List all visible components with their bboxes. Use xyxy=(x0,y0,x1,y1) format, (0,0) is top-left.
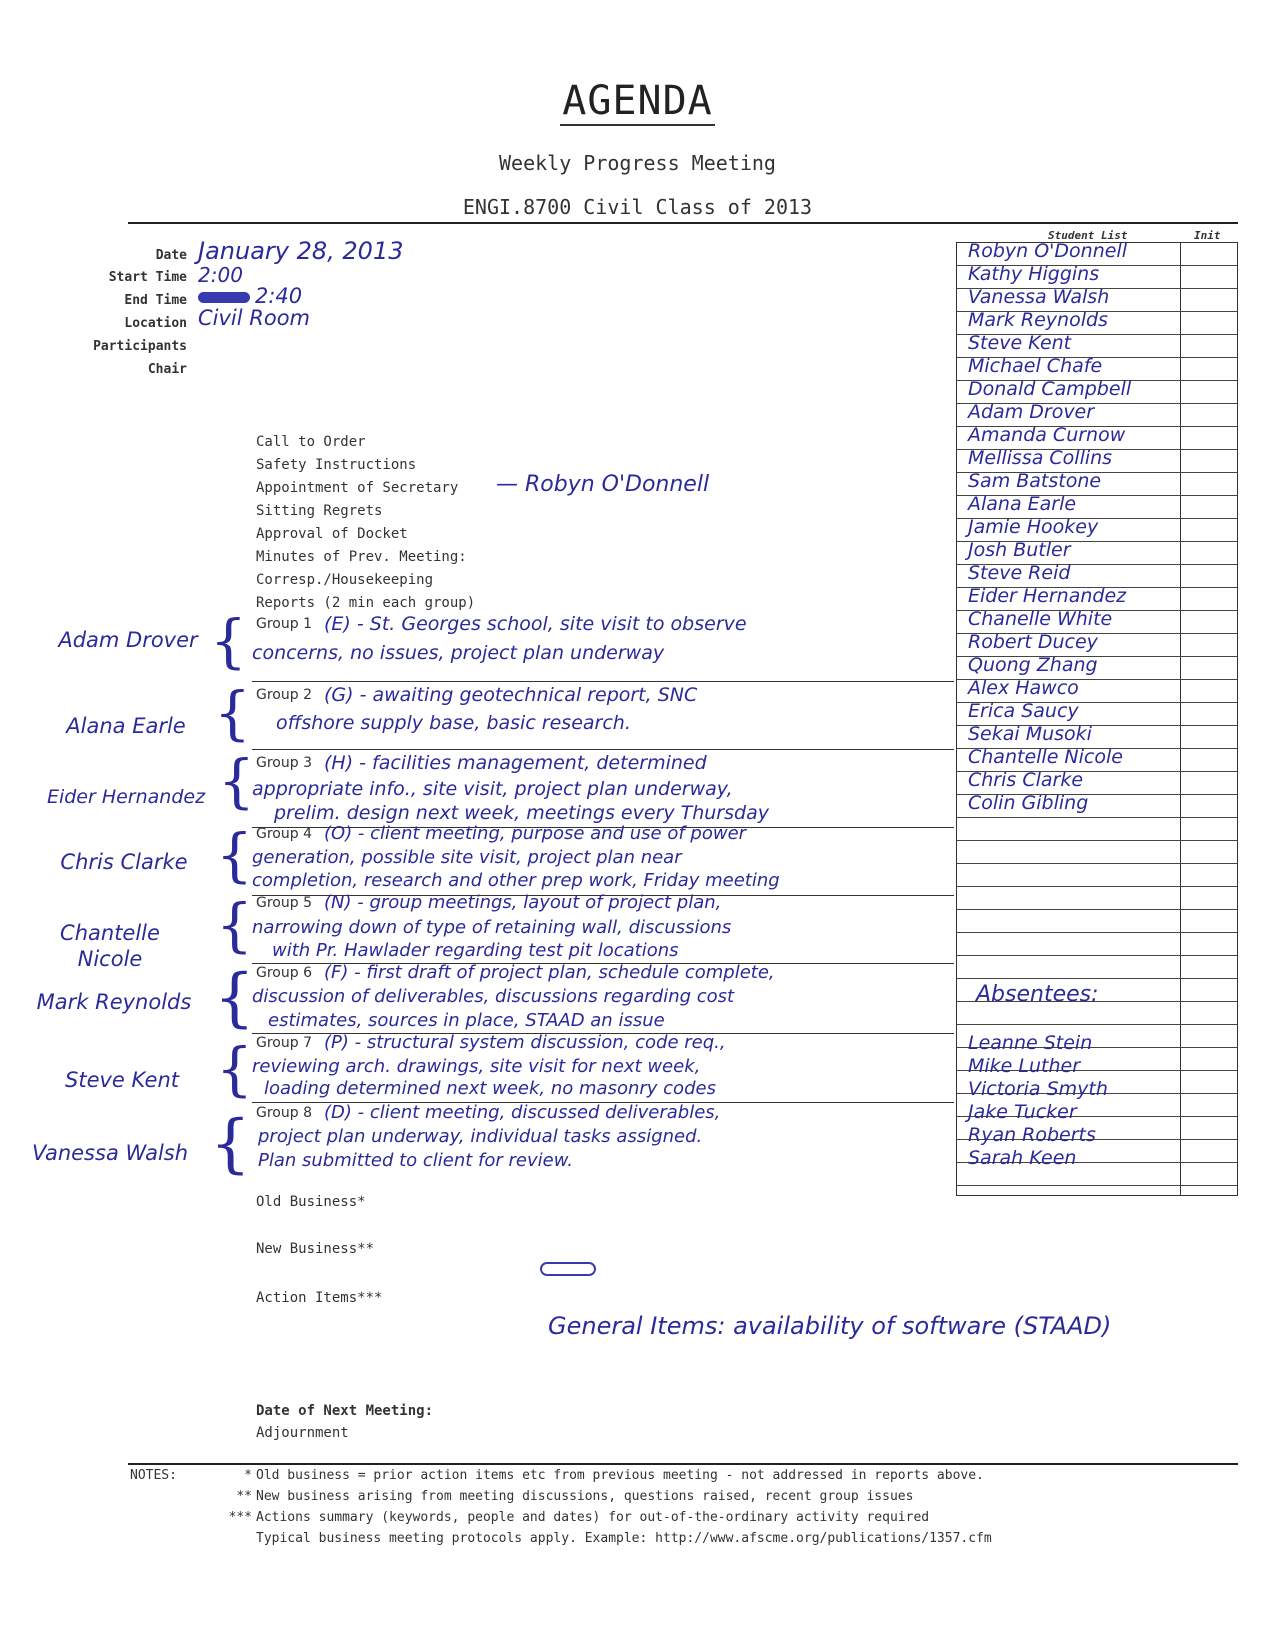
brace-icon: { xyxy=(216,1035,253,1103)
absentee-name: Mike Luther xyxy=(968,1055,1081,1077)
note-3-text: Actions summary (keywords, people and dates) for out-of-the-ordinary activity required xyxy=(256,1510,930,1525)
student-name: Quong Zhang xyxy=(968,654,1098,676)
agenda-adjournment: Adjournment xyxy=(256,1425,349,1441)
location-label: Location xyxy=(124,316,187,331)
group-1-label: Group 1 xyxy=(256,616,312,632)
student-name: Michael Chafe xyxy=(968,355,1103,377)
agenda-call-to-order: Call to Order xyxy=(256,434,366,450)
brace-icon: { xyxy=(210,607,247,675)
notes-label: NOTES: xyxy=(130,1468,177,1483)
agenda-corresp: Corresp./Housekeeping xyxy=(256,572,434,588)
roster-row xyxy=(957,864,1237,887)
group-4-label: Group 4 xyxy=(256,826,312,842)
student-name: Jamie Hookey xyxy=(968,516,1099,538)
group-3-presenter: Eider Hernandez xyxy=(46,786,206,808)
end-time-value: 2:40 xyxy=(255,284,303,308)
note-3-mark: *** xyxy=(228,1510,252,1525)
absentee-name: Sarah Keen xyxy=(968,1147,1077,1169)
course-title: ENGI.8700 Civil Class of 2013 xyxy=(462,195,813,219)
group-8-line-2: project plan underway, individual tasks assigned. xyxy=(258,1126,703,1147)
top-divider xyxy=(128,222,1238,224)
group-2-line-2: offshore supply base, basic research. xyxy=(276,712,631,734)
group-7-line-3: loading determined next week, no masonry codes xyxy=(264,1078,716,1099)
student-name: Robert Ducey xyxy=(968,631,1098,653)
init-header: Init xyxy=(1194,229,1221,242)
roster-row xyxy=(957,841,1237,864)
group-5-label: Group 5 xyxy=(256,895,312,911)
group-6-label: Group 6 xyxy=(256,965,312,981)
student-name: Kathy Higgins xyxy=(968,263,1100,285)
group-8-label: Group 8 xyxy=(256,1105,312,1121)
roster-row xyxy=(957,910,1237,933)
student-name: Alex Hawco xyxy=(968,677,1079,699)
group-3-label: Group 3 xyxy=(256,755,312,771)
group-1-line-1: (E) - St. Georges school, site visit to observe xyxy=(324,613,747,635)
agenda-old-business: Old Business* xyxy=(256,1194,366,1210)
group-6-line-2: discussion of deliverables, discussions regarding cost xyxy=(252,986,735,1007)
note-2-mark: ** xyxy=(236,1489,252,1504)
student-name: Adam Drover xyxy=(968,401,1095,423)
absentee-name: Jake Tucker xyxy=(968,1101,1077,1123)
group-8-line-3: Plan submitted to client for review. xyxy=(258,1150,574,1171)
participants-label: Participants xyxy=(93,339,187,354)
student-name: Chris Clarke xyxy=(968,769,1084,791)
group-5-line-1: (N) - group meetings, layout of project plan, xyxy=(324,892,722,913)
student-name: Chantelle Nicole xyxy=(968,746,1123,768)
group-6-presenter: Mark Reynolds xyxy=(36,990,192,1014)
group-7-presenter: Steve Kent xyxy=(65,1068,179,1092)
student-name: Mellissa Collins xyxy=(968,447,1113,469)
agenda-safety: Safety Instructions xyxy=(256,457,417,473)
group-4-line-1: (O) - client meeting, purpose and use of power xyxy=(324,823,747,844)
group-4-line-3: completion, research and other prep work, Friday meeting xyxy=(252,870,780,891)
group-3-line-3: prelim. design next week, meetings every Thursday xyxy=(274,802,769,824)
group-4-presenter: Chris Clarke xyxy=(60,850,188,874)
student-name: Alana Earle xyxy=(968,493,1077,515)
start-time-label: Start Time xyxy=(108,270,187,285)
group-1-line-2: concerns, no issues, project plan underway xyxy=(252,642,665,664)
group-1-presenter: Adam Drover xyxy=(58,628,198,652)
scribble-mark xyxy=(198,292,250,303)
student-name: Steve Kent xyxy=(968,332,1072,354)
end-time-label: End Time xyxy=(124,293,187,308)
roster-row xyxy=(957,933,1237,956)
student-name: Vanessa Walsh xyxy=(968,286,1110,308)
absentee-name: Victoria Smyth xyxy=(968,1078,1108,1100)
student-name: Sam Batstone xyxy=(968,470,1102,492)
group-2-divider xyxy=(252,749,954,750)
note-4-text: Typical business meeting protocols apply. Example: http://www.afscme.org/publications/1357.cfm xyxy=(256,1531,992,1546)
note-1-text: Old business = prior action items etc from previous meeting - not addressed in reports above. xyxy=(256,1468,984,1483)
agenda-new-business: New Business** xyxy=(256,1241,375,1257)
student-name: Steve Reid xyxy=(968,562,1071,584)
roster-row xyxy=(957,818,1237,841)
group-4-line-2: generation, possible site visit, project plan near xyxy=(252,847,682,868)
student-name: Erica Saucy xyxy=(968,700,1079,722)
absentee-name: Ryan Roberts xyxy=(968,1124,1096,1146)
student-name: Amanda Curnow xyxy=(968,424,1126,446)
group-1-divider xyxy=(252,681,954,682)
scribble-mark xyxy=(540,1262,596,1276)
absentees-label: Absentees: xyxy=(976,982,1099,1007)
date-label: Date xyxy=(155,248,187,263)
group-6-line-1: (F) - first draft of project plan, schedule complete, xyxy=(324,962,775,983)
agenda-approval: Approval of Docket xyxy=(256,526,408,542)
agenda-next-meeting: Date of Next Meeting: xyxy=(256,1403,434,1419)
agenda-action-items: Action Items*** xyxy=(256,1290,383,1306)
group-3-line-2: appropriate info., site visit, project plan underway, xyxy=(252,778,733,800)
brace-icon: { xyxy=(216,821,253,889)
group-2-presenter: Alana Earle xyxy=(66,714,186,738)
location-value: Civil Room xyxy=(198,306,311,330)
student-name: Eider Hernandez xyxy=(968,585,1127,607)
note-2-text: New business arising from meeting discussions, questions raised, recent group issues xyxy=(256,1489,914,1504)
group-8-presenter: Vanessa Walsh xyxy=(31,1141,189,1165)
page-title-text: AGENDA xyxy=(562,78,713,124)
agenda-reports: Reports (2 min each group) xyxy=(256,595,476,611)
student-name: Colin Gibling xyxy=(968,792,1089,814)
student-name: Donald Campbell xyxy=(968,378,1132,400)
student-name: Mark Reynolds xyxy=(968,309,1108,331)
group-7-line-1: (P) - structural system discussion, code req., xyxy=(324,1032,726,1053)
absentee-name: Leanne Stein xyxy=(968,1032,1093,1054)
student-name: Josh Butler xyxy=(968,539,1071,561)
group-6-line-3: estimates, sources in place, STAAD an issue xyxy=(268,1010,665,1031)
brace-icon: { xyxy=(214,679,251,747)
page-title xyxy=(0,78,1275,124)
group-3-line-1: (H) - facilities management, determined xyxy=(324,752,707,774)
roster-row xyxy=(957,887,1237,910)
page-subtitle: Weekly Progress Meeting xyxy=(499,151,776,175)
general-items-note: General Items: availability of software (STAAD) xyxy=(548,1312,1112,1340)
group-8-line-1: (D) - client meeting, discussed deliverables, xyxy=(324,1102,721,1123)
group-5-line-2: narrowing down of type of retaining wall, discussions xyxy=(252,917,732,938)
agenda-minutes: Minutes of Prev. Meeting: xyxy=(256,549,467,565)
agenda-secretary-value: — Robyn O'Donnell xyxy=(496,472,710,497)
brace-icon: { xyxy=(216,891,253,959)
group-7-label: Group 7 xyxy=(256,1035,312,1051)
student-name: Chanelle White xyxy=(968,608,1113,630)
start-time-value: 2:00 xyxy=(198,263,243,287)
group-2-line-1: (G) - awaiting geotechnical report, SNC xyxy=(324,684,698,706)
group-2-label: Group 2 xyxy=(256,687,312,703)
note-1-mark: * xyxy=(244,1468,252,1483)
agenda-secretary-label: Appointment of Secretary xyxy=(256,480,459,496)
student-name: Robyn O'Donnell xyxy=(968,240,1127,262)
brace-icon: { xyxy=(218,747,255,815)
bottom-divider xyxy=(128,1463,1238,1465)
agenda-sitting-regrets: Sitting Regrets xyxy=(256,503,383,519)
student-list-header: Student List xyxy=(1048,229,1128,242)
roster-row xyxy=(957,956,1237,979)
brace-icon: { xyxy=(214,961,255,1035)
group-5-presenter: Chantelle Nicole xyxy=(60,921,160,972)
group-7-line-2: reviewing arch. drawings, site visit for next week, xyxy=(252,1056,701,1077)
group-5-line-3: with Pr. Hawlader regarding test pit locations xyxy=(272,940,679,961)
chair-label: Chair xyxy=(147,362,187,377)
brace-icon: { xyxy=(210,1107,251,1181)
student-name: Sekai Musoki xyxy=(968,723,1092,745)
date-value: January 28, 2013 xyxy=(198,237,404,265)
